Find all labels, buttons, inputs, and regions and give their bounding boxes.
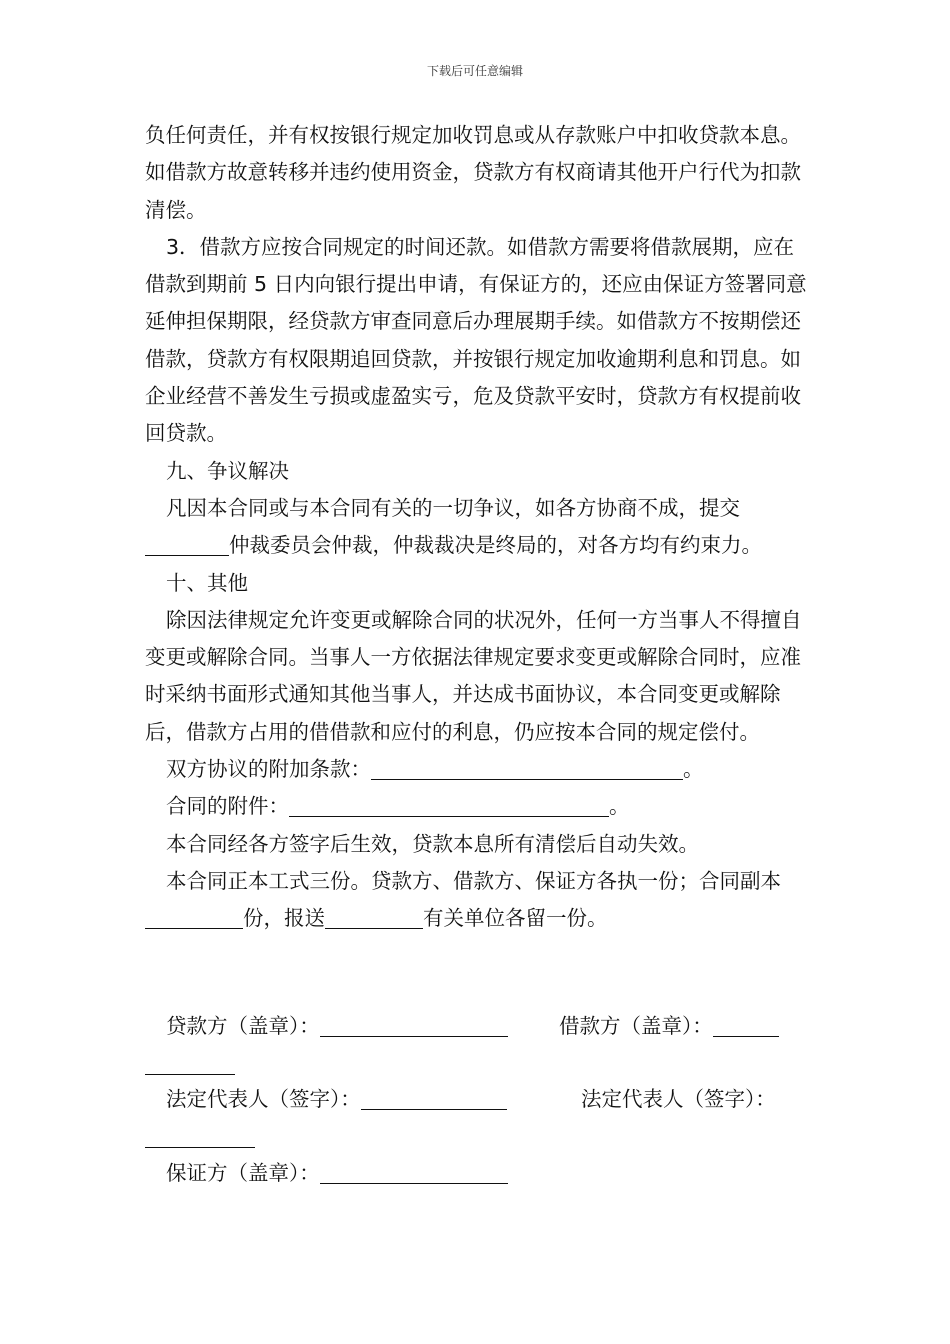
- guarantor-signature: [166, 1155, 508, 1192]
- paragraph-liability: 负任何责任，并有权按银行规定加收罚息或从存款账户中扣收贷款本息。如借款方故意转移并违约使用资金，贷款方有权商请其他开户行代为扣款清偿。: [145, 123, 801, 222]
- borrower-seal-line-continued: [145, 1046, 235, 1083]
- paragraph-modification: 除因法律规定允许变更或解除合同的状况外，任何一方当事人不得擅自变更或解除合同。当事人一方依据法律规定要求变更或解除合同时，应准时采纳书面形式通知其他当事人，并达成书面协议，本合同变更或解除后，借款方占用的借借款和应付的利息，仍应按本合同的规定偿付。: [145, 607, 802, 744]
- attachments-label: 合同的附件：: [166, 794, 289, 819]
- copies-text-c: 有关单位各留一份。: [423, 906, 608, 931]
- lender-signature: [166, 1008, 508, 1045]
- borrower-rep-line: [145, 1123, 255, 1148]
- arbitration-blank: [145, 531, 229, 556]
- attachments-end: 。: [609, 794, 630, 819]
- additional-terms-blank: [371, 755, 683, 780]
- borrower-seal-line-2: [145, 1050, 235, 1075]
- arbitration-text-b: 仲裁委员会仲裁，仲裁裁决是终局的，对各方均有约束力。: [229, 533, 762, 558]
- paragraph-arbitration: [145, 490, 810, 565]
- paragraph-repayment: 3．借款方应按合同规定的时间还款。如借款方需要将借款展期，应在借款到期前 5 日内向银行提出申请，有保证方的，还应由保证方签署同意延伸担保期限，经贷款方审查同意后办理展期手续。如借款方不按期偿还借款，贷款方有权限期追回贷款，并按银行规定加收逾期利息和罚息。如企业经营不善发生亏损或虚盈实亏，危及贷款平安时，贷款方有权提前收回贷款。: [145, 234, 807, 446]
- guarantor-seal-line: [320, 1159, 508, 1184]
- contract-body: [145, 117, 810, 938]
- paragraph-effective: 本合同经各方签字后生效，贷款本息所有清偿后自动失效。: [166, 831, 699, 856]
- arbitration-text-a: 凡因本合同或与本合同有关的一切争议，如各方协商不成，提交: [166, 495, 740, 520]
- additional-terms-label: 双方协议的附加条款：: [166, 757, 371, 782]
- copies-text-a: 本合同正本工式三份。贷款方、借款方、保证方各执一份；合同副本: [166, 868, 781, 893]
- lender-rep-line: [361, 1085, 507, 1110]
- borrower-label: 借款方（盖章）：: [559, 1014, 713, 1038]
- page-header: 下载后可任意编辑: [426, 64, 523, 78]
- paragraph-attachments: [145, 788, 810, 825]
- borrower-rep-signature: [581, 1081, 776, 1118]
- lender-rep-label: 法定代表人（签字）：: [166, 1087, 361, 1111]
- lender-rep-signature: [166, 1081, 507, 1118]
- lender-label: 贷款方（盖章）：: [166, 1014, 320, 1038]
- guarantor-label: 保证方（盖章）：: [166, 1161, 320, 1185]
- borrower-signature: [559, 1008, 779, 1045]
- lender-seal-line: [320, 1012, 508, 1037]
- additional-terms-end: 。: [683, 757, 704, 782]
- copies-recipient-blank: [325, 904, 423, 929]
- section-heading-other: 十、其他: [166, 570, 248, 595]
- attachments-blank: [289, 792, 609, 817]
- paragraph-additional-terms: [145, 751, 810, 788]
- borrower-seal-line: [713, 1012, 779, 1037]
- copies-count-blank: [145, 904, 243, 929]
- copies-text-b: 份，报送: [243, 906, 325, 931]
- section-heading-dispute: 九、争议解决: [166, 458, 289, 483]
- borrower-rep-label: 法定代表人（签字）：: [581, 1087, 776, 1111]
- paragraph-copies: [145, 863, 810, 938]
- borrower-rep-line-continued: [145, 1119, 255, 1156]
